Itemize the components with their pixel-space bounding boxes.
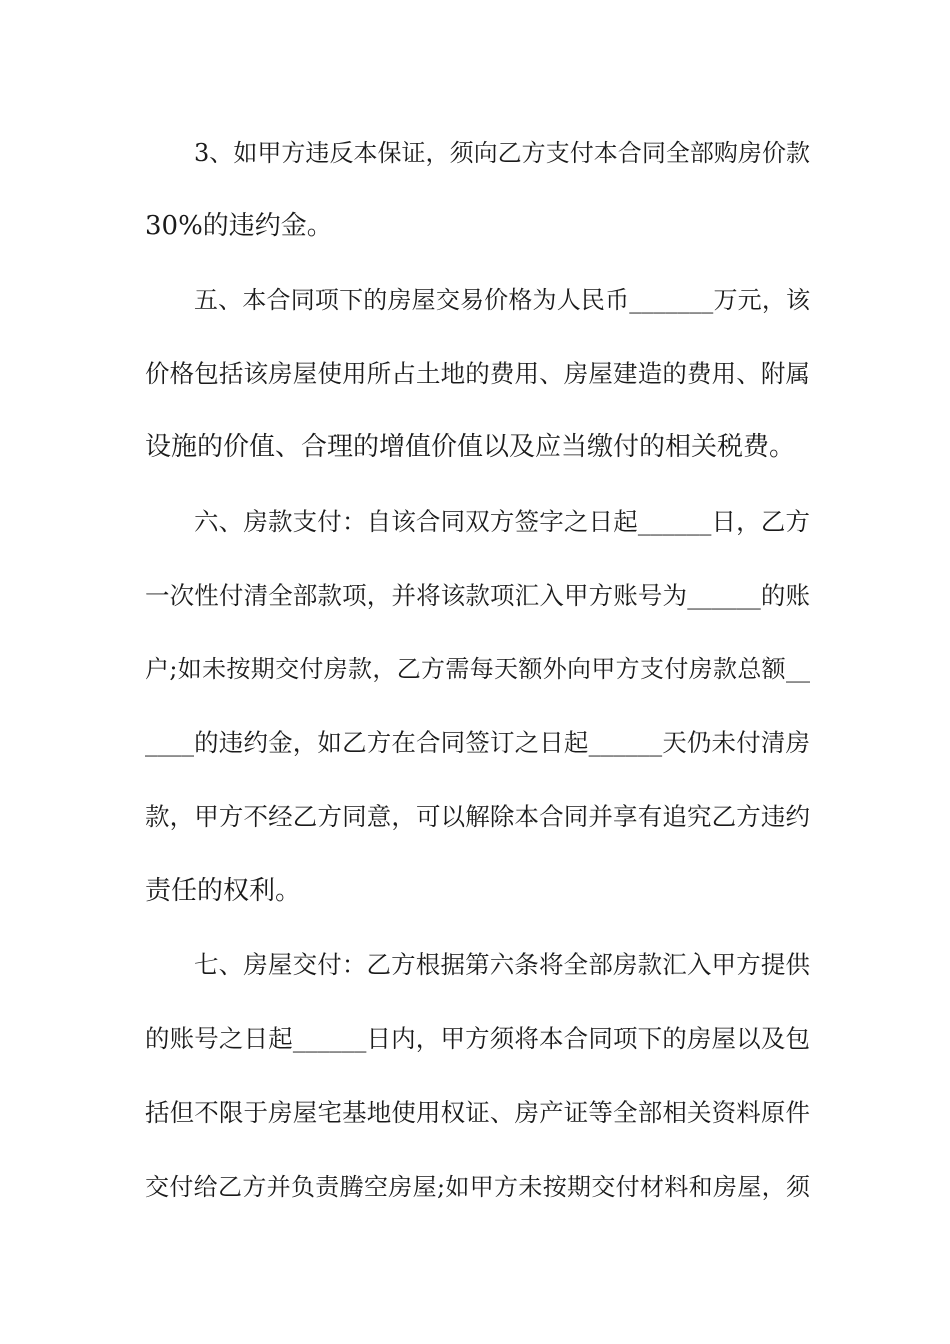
text-line: 一次性付清全部款项，并将该款项汇入甲方账号为______的账	[145, 581, 810, 610]
text-line: 六、房款支付：自该合同双方签字之日起______日，乙方	[194, 507, 810, 536]
text-line: 的账号之日起______日内，甲方须将本合同项下的房屋以及包	[145, 1024, 810, 1053]
text-line: ____的违约金，如乙方在合同签订之日起______天仍未付清房	[145, 728, 810, 757]
text-line: 价格包括该房屋使用所占土地的费用、房屋建造的费用、附属	[145, 359, 810, 388]
text-line: 30%的违约金。	[145, 211, 333, 241]
text-line: 款，甲方不经乙方同意，可以解除本合同并享有追究乙方违约	[145, 802, 810, 831]
text-line: 责任的权利。	[145, 876, 302, 906]
text-line: 五、本合同项下的房屋交易价格为人民币_______万元，该	[194, 286, 810, 314]
text-line: 七、房屋交付：乙方根据第六条将全部房款汇入甲方提供	[194, 950, 810, 979]
text-line: 户;如未按期交付房款，乙方需每天额外向甲方支付房款总额__	[145, 655, 810, 683]
text-line: 3、如甲方违反本保证，须向乙方支付本合同全部购房价款	[194, 139, 810, 167]
text-line: 交付给乙方并负责腾空房屋;如甲方未按期交付材料和房屋，须	[145, 1173, 810, 1201]
text-line: 设施的价值、合理的增值价值以及应当缴付的相关税费。	[145, 432, 796, 462]
text-line: 括但不限于房屋宅基地使用权证、房产证等全部相关资料原件	[145, 1098, 810, 1127]
